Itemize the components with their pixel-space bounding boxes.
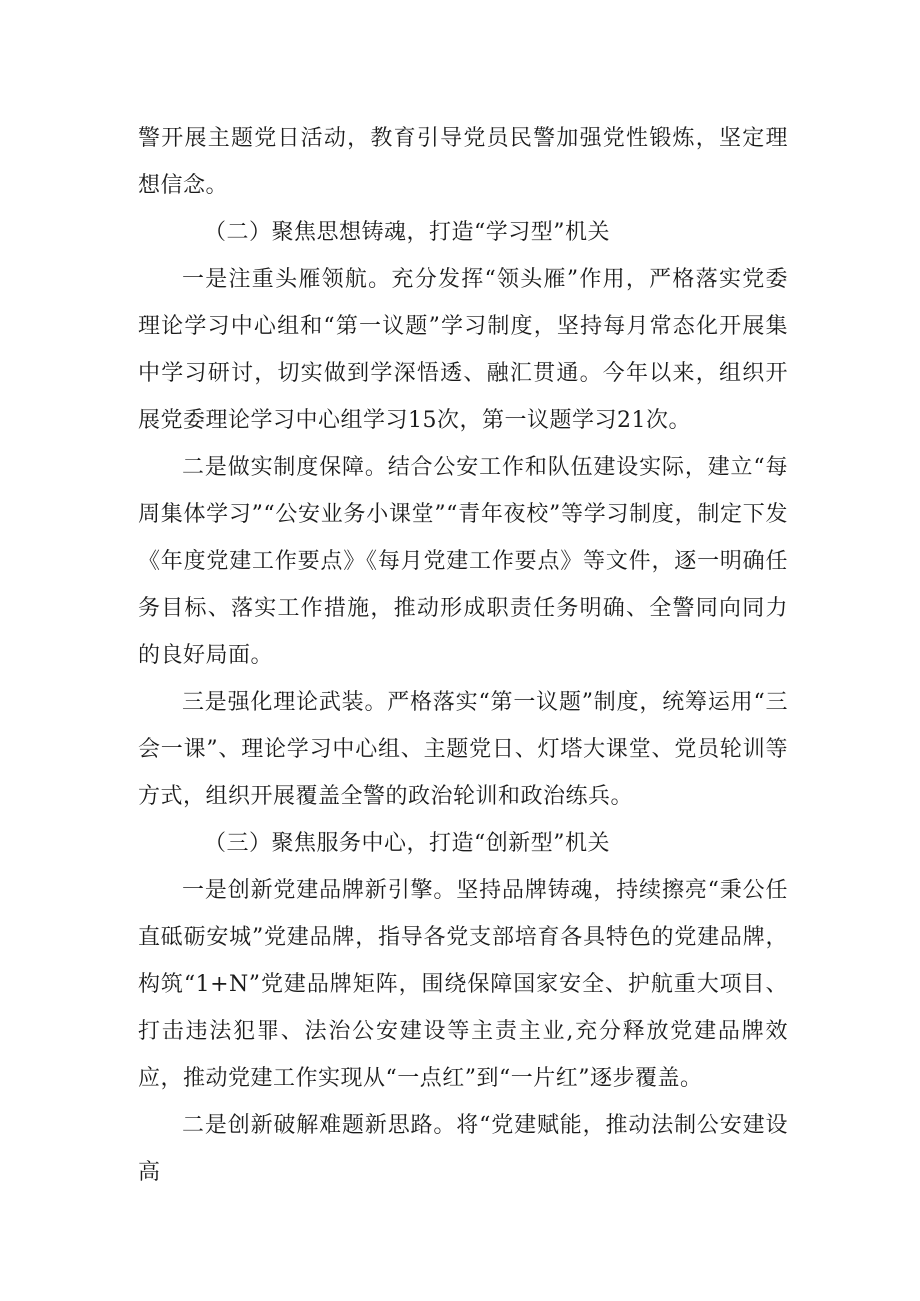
paragraph-leading-geese: 一是注重头雁领航。充分发挥“领头雁”作用，严格落实党委理论学习中心组和“第一议题”学习制度，坚持每月常态化开展集中学习研讨，切实做到学深悟透、融汇贯通。今年以来，组织开展党委理论学习中心组学习15次，第一议题学习21次。 bbox=[138, 267, 788, 433]
document-body bbox=[138, 115, 788, 1196]
paragraph-new-ideas: 二是创新破解难题新思路。将“党建赋能，推动法制公安建设高 bbox=[138, 1113, 788, 1185]
section-heading-3: （三）聚焦服务中心，打造“创新型”机关 bbox=[204, 831, 610, 856]
section-heading-2: （二）聚焦思想铸魂，打造“学习型”机关 bbox=[204, 220, 610, 245]
paragraph-party-brand: 一是创新党建品牌新引擎。坚持品牌铸魂，持续擦亮“秉公任直砥砺安城”党建品牌，指导各党支部培育各具特色的党建品牌，构筑“1+N”党建品牌矩阵，围绕保障国家安全、护航重大项目、打击违法犯罪、法治公安建设等主责主业,充分释放党建品牌效应，推动党建工作实现从“一点红”到“一片红”逐步覆盖。 bbox=[138, 878, 788, 1091]
paragraph-continuation: 警开展主题党日活动，教育引导党员民警加强党性锻炼，坚定理想信念。 bbox=[138, 126, 788, 198]
paragraph-theory-armament: 三是强化理论武装。严格落实“第一议题”制度，统筹运用“三会一课”、理论学习中心组、主题党日、灯塔大课堂、党员轮训等方式，组织开展覆盖全警的政治轮训和政治练兵。 bbox=[138, 690, 788, 809]
paragraph-system-guarantee: 二是做实制度保障。结合公安工作和队伍建设实际，建立“每周集体学习”“公安业务小课堂”“青年夜校”等学习制度，制定下发《年度党建工作要点》《每月党建工作要点》等文件，逐一明确任务目标、落实工作措施，推动形成职责任务明确、全警同向同力的良好局面。 bbox=[138, 455, 788, 668]
